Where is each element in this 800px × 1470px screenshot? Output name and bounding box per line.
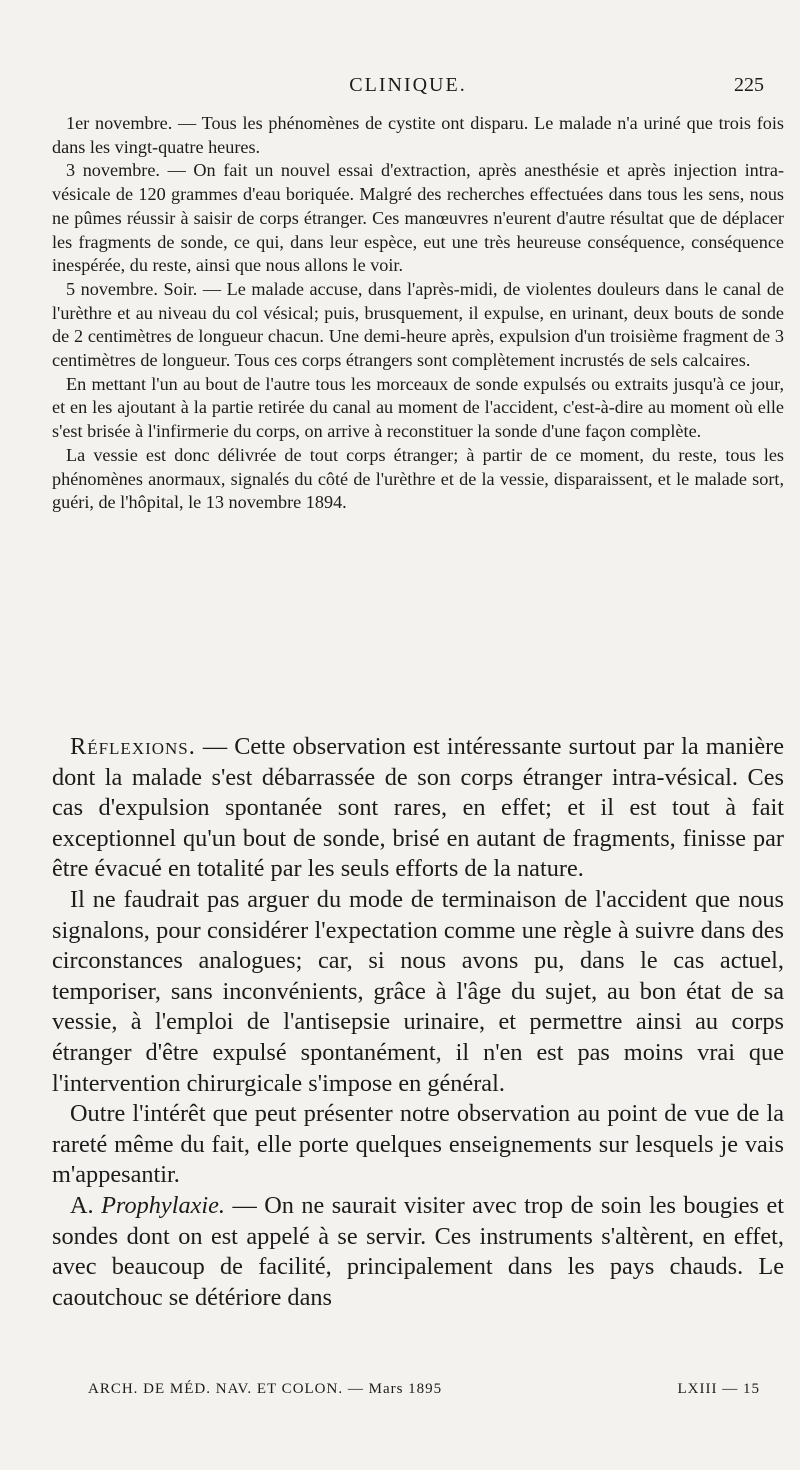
body-paragraph: Outre l'intérêt que peut présenter notre observation au point de vue de la rareté même du fait, elle porte quelques enseignements sur lesquels je vais m'appesantir. bbox=[52, 1100, 784, 1189]
reflexions-paragraph bbox=[52, 732, 784, 885]
journal-citation: ARCH. DE MÉD. NAV. ET COLON. — Mars 1895 bbox=[88, 1381, 443, 1397]
case-notes bbox=[52, 112, 784, 515]
running-title: CLINIQUE. bbox=[349, 74, 467, 96]
reflexions-text: — Cette observation est intéressante surtout par la manière dont la malade s'est débarrassée de son corps étranger intra-vésical. Ces cas d'expulsion spontanée sont rares, en effet; et il est tout à fait exceptionnel qu'un bout de sonde, brisé en autant de fragments, finisse par être évacué en totalité par les seuls efforts de la nature. bbox=[52, 733, 784, 883]
prophylaxie-paragraph bbox=[52, 1191, 784, 1313]
reflexions-label: Réflexions. bbox=[70, 733, 196, 760]
page-number: 225 bbox=[734, 74, 764, 96]
running-header bbox=[52, 74, 764, 104]
note-paragraph: 3 novembre. — On fait un nouvel essai d'extraction, après anesthésie et après injection intra-vésicale de 120 grammes d'eau boriquée. Malgré des recherches effectuées dans tous les sens, nous ne pûmes réussir à saisir de corps étranger. Ces manœuvres n'eurent d'autre résultat que de déplacer les fragments de sonde, ce qui, dans leur espèce, eut une très heureuse conséquence, conséquence inespérée, du reste, ainsi que nous allons le voir. bbox=[52, 160, 784, 276]
section-letter: A. bbox=[70, 1191, 102, 1219]
commentary bbox=[52, 732, 784, 1313]
note-paragraph: 1er novembre. — Tous les phénomènes de cystite ont disparu. Le malade n'a uriné que trois fois dans les vingt-quatre heures. bbox=[52, 113, 784, 157]
note-paragraph: En mettant l'un au bout de l'autre tous les morceaux de sonde expulsés ou extraits jusqu'à ce jour, et en les ajoutant à la partie retirée du canal au moment de l'accident, c'est-à-dire au moment où elle s'est brisée à l'infirmerie du corps, on arrive à reconstituer la sonde d'une façon complète. bbox=[52, 373, 784, 442]
prophylaxie-text: — On ne saurait visiter avec trop de soin les bougies et sondes dont on est appelé à se servir. Ces instruments s'altèrent, en effet, avec beaucoup de facilité, principalement dans les pays chauds. Le caoutchouc se détériore dans bbox=[52, 1191, 784, 1311]
body-paragraph: Il ne faudrait pas arguer du mode de terminaison de l'accident que nous signalons, pour considérer l'expectation comme une règle à suivre dans des circonstances analogues; car, si nous avons pu, dans le cas actuel, temporiser, sans inconvénients, grâce à l'âge du sujet, au bon état de sa vessie, à l'emploi de l'antisepsie urinaire, et permettre ainsi au corps étranger d'être expulsé spontanément, il n'en est pas moins vrai que l'intervention chirurgicale s'impose en général. bbox=[52, 885, 784, 1097]
page-footer bbox=[88, 1381, 760, 1405]
note-paragraph: 5 novembre. Soir. — Le malade accuse, dans l'après-midi, de violentes douleurs dans le canal de l'urèthre et au niveau du col vésical; puis, brusquement, il expulse, en urinant, deux bouts de sonde de 2 centimètres de longueur chacun. Une demi-heure après, expulsion d'un troisième fragment de 3 centimètres de longueur. Tous ces corps étrangers sont complètement incrustés de sels calcaires. bbox=[52, 278, 784, 371]
prophylaxie-label: Prophylaxie. bbox=[101, 1191, 225, 1219]
signature-mark: LXIII — 15 bbox=[677, 1381, 760, 1397]
note-paragraph: La vessie est donc délivrée de tout corps étranger; à partir de ce moment, du reste, tous les phénomènes anormaux, signalés du côté de l'urèthre et de la vessie, disparaissent, et le malade sort, guéri, de l'hôpital, le 13 novembre 1894. bbox=[52, 444, 784, 513]
